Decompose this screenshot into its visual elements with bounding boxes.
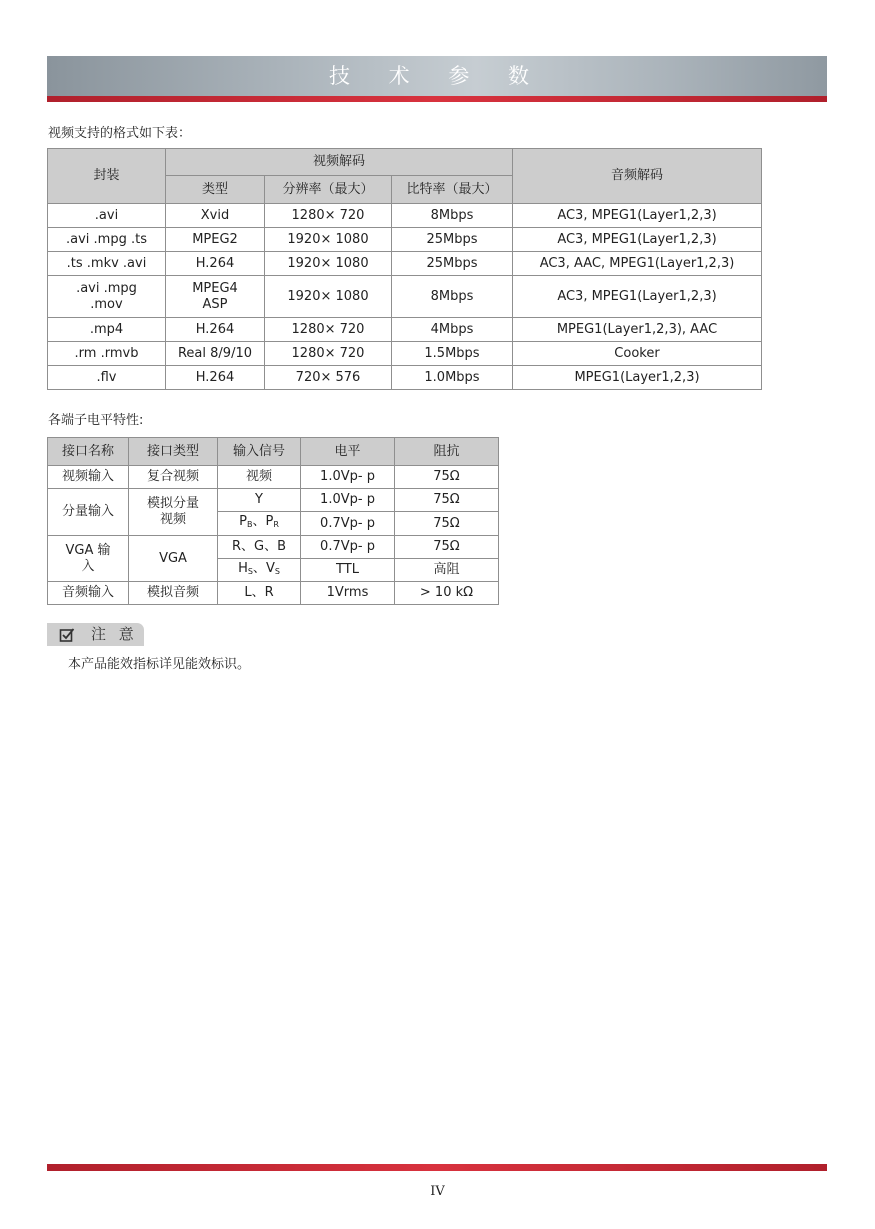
table-row	[48, 342, 762, 366]
cell-name	[48, 536, 129, 582]
header-interface-name: 接口名称	[48, 438, 129, 466]
cell-type: Xvid	[166, 204, 265, 228]
cell-bitrate: 25Mbps	[392, 252, 513, 276]
cell-impedance: 高阻	[395, 559, 499, 582]
video-formats-caption: 视频支持的格式如下表：	[48, 126, 192, 141]
cell-level: 0.7Vp- p	[301, 536, 395, 559]
cell-impedance: 75Ω	[395, 536, 499, 559]
cell-level: 0.7Vp- p	[301, 512, 395, 536]
cell-container: .ts .mkv .avi	[48, 252, 166, 276]
table-row	[48, 204, 762, 228]
terminal-level-table	[47, 437, 499, 605]
header-impedance: 阻抗	[395, 438, 499, 466]
table-row	[48, 252, 762, 276]
cell-impedance: 75Ω	[395, 466, 499, 489]
header-red-rule	[47, 96, 827, 102]
cell-name: 分量输入	[48, 489, 129, 536]
table-row	[48, 276, 762, 318]
table-row	[48, 366, 762, 390]
cell-bitrate: 25Mbps	[392, 228, 513, 252]
cell-impedance: 75Ω	[395, 489, 499, 512]
cell-level: 1.0Vp- p	[301, 489, 395, 512]
cell-signal: $P_B$、$P_R$	[218, 512, 301, 536]
cell-type-line1: MPEG4	[192, 280, 238, 296]
cell-audio: MPEG1(Layer1,2,3), AAC	[513, 318, 762, 342]
cell-bitrate: 4Mbps	[392, 318, 513, 342]
cell-type-line2: 视频	[159, 512, 186, 527]
note-text: 本产品能效指标详见能效标识。	[68, 657, 251, 672]
page-number: IV	[430, 1184, 445, 1199]
cell-container	[48, 276, 166, 318]
cell-signal: $H_S$、$V_S$	[218, 559, 301, 582]
cell-audio: MPEG1(Layer1,2,3)	[513, 366, 762, 390]
header-input-signal: 输入信号	[218, 438, 301, 466]
cell-signal: 视频	[218, 466, 301, 489]
table-row	[48, 466, 499, 489]
cell-impedance: > 10 kΩ	[395, 582, 499, 605]
cell-container-line2: .mov	[90, 296, 123, 312]
cell-audio: AC3, MPEG1(Layer1,2,3)	[513, 228, 762, 252]
cell-audio: AC3, MPEG1(Layer1,2,3)	[513, 204, 762, 228]
cell-signal: L、R	[218, 582, 301, 605]
cell-type: H.264	[166, 366, 265, 390]
cell-container: .avi .mpg .ts	[48, 228, 166, 252]
cell-type: 复合视频	[129, 466, 218, 489]
table-row	[48, 318, 762, 342]
cell-level: 1Vrms	[301, 582, 395, 605]
note-label: 注 意	[91, 625, 138, 643]
cell-name-line2: 入	[81, 558, 95, 574]
cell-container: .flv	[48, 366, 166, 390]
cell-resolution: 1280× 720	[265, 204, 392, 228]
cell-level: 1.0Vp- p	[301, 466, 395, 489]
header-video-decode: 视频解码	[166, 149, 513, 176]
cell-resolution: 1280× 720	[265, 342, 392, 366]
cell-level: TTL	[301, 559, 395, 582]
cell-container-line1: .avi .mpg	[76, 280, 137, 296]
header-container: 封装	[48, 149, 166, 204]
cell-bitrate: 8Mbps	[392, 204, 513, 228]
header-type: 类型	[166, 176, 265, 204]
table-row	[48, 582, 499, 605]
cell-resolution: 720× 576	[265, 366, 392, 390]
header-audio-decode: 音频解码	[513, 149, 762, 204]
header-level: 电平	[301, 438, 395, 466]
checkbox-icon	[59, 627, 75, 643]
table-row	[48, 228, 762, 252]
cell-name-line1: VGA 输	[65, 542, 111, 558]
cell-container: .mp4	[48, 318, 166, 342]
cell-resolution: 1280× 720	[265, 318, 392, 342]
cell-type	[129, 489, 218, 536]
page-header-banner	[47, 56, 827, 96]
cell-type: 模拟音频	[129, 582, 218, 605]
level-caption: 各端子电平特性:	[48, 413, 144, 428]
cell-bitrate: 8Mbps	[392, 276, 513, 318]
cell-audio: AC3, MPEG1(Layer1,2,3)	[513, 276, 762, 318]
cell-type: H.264	[166, 252, 265, 276]
cell-resolution: 1920× 1080	[265, 276, 392, 318]
cell-impedance: 75Ω	[395, 512, 499, 536]
page-title: 技 术 参 数	[328, 64, 546, 88]
cell-type	[166, 276, 265, 318]
cell-name: 音频输入	[48, 582, 129, 605]
table-row	[48, 489, 499, 512]
cell-type: VGA	[129, 536, 218, 582]
table-row	[48, 536, 499, 559]
footer-red-rule	[47, 1164, 827, 1171]
cell-resolution: 1920× 1080	[265, 228, 392, 252]
cell-name: 视频输入	[48, 466, 129, 489]
cell-type: Real 8/9/10	[166, 342, 265, 366]
cell-audio: AC3, AAC, MPEG1(Layer1,2,3)	[513, 252, 762, 276]
header-resolution: 分辨率（最大）	[265, 176, 392, 204]
cell-type-line2: ASP	[202, 296, 228, 312]
cell-container: .avi	[48, 204, 166, 228]
cell-audio: Cooker	[513, 342, 762, 366]
header-interface-type: 接口类型	[129, 438, 218, 466]
cell-signal: Y	[218, 489, 301, 512]
cell-bitrate: 1.0Mbps	[392, 366, 513, 390]
cell-type: H.264	[166, 318, 265, 342]
cell-type-line1: 模拟分量	[146, 496, 199, 511]
cell-signal: R、G、B	[218, 536, 301, 559]
cell-type: MPEG2	[166, 228, 265, 252]
header-bitrate: 比特率（最大）	[392, 176, 513, 204]
note-tag	[47, 623, 144, 646]
cell-container: .rm .rmvb	[48, 342, 166, 366]
cell-bitrate: 1.5Mbps	[392, 342, 513, 366]
cell-resolution: 1920× 1080	[265, 252, 392, 276]
video-formats-table	[47, 148, 762, 390]
